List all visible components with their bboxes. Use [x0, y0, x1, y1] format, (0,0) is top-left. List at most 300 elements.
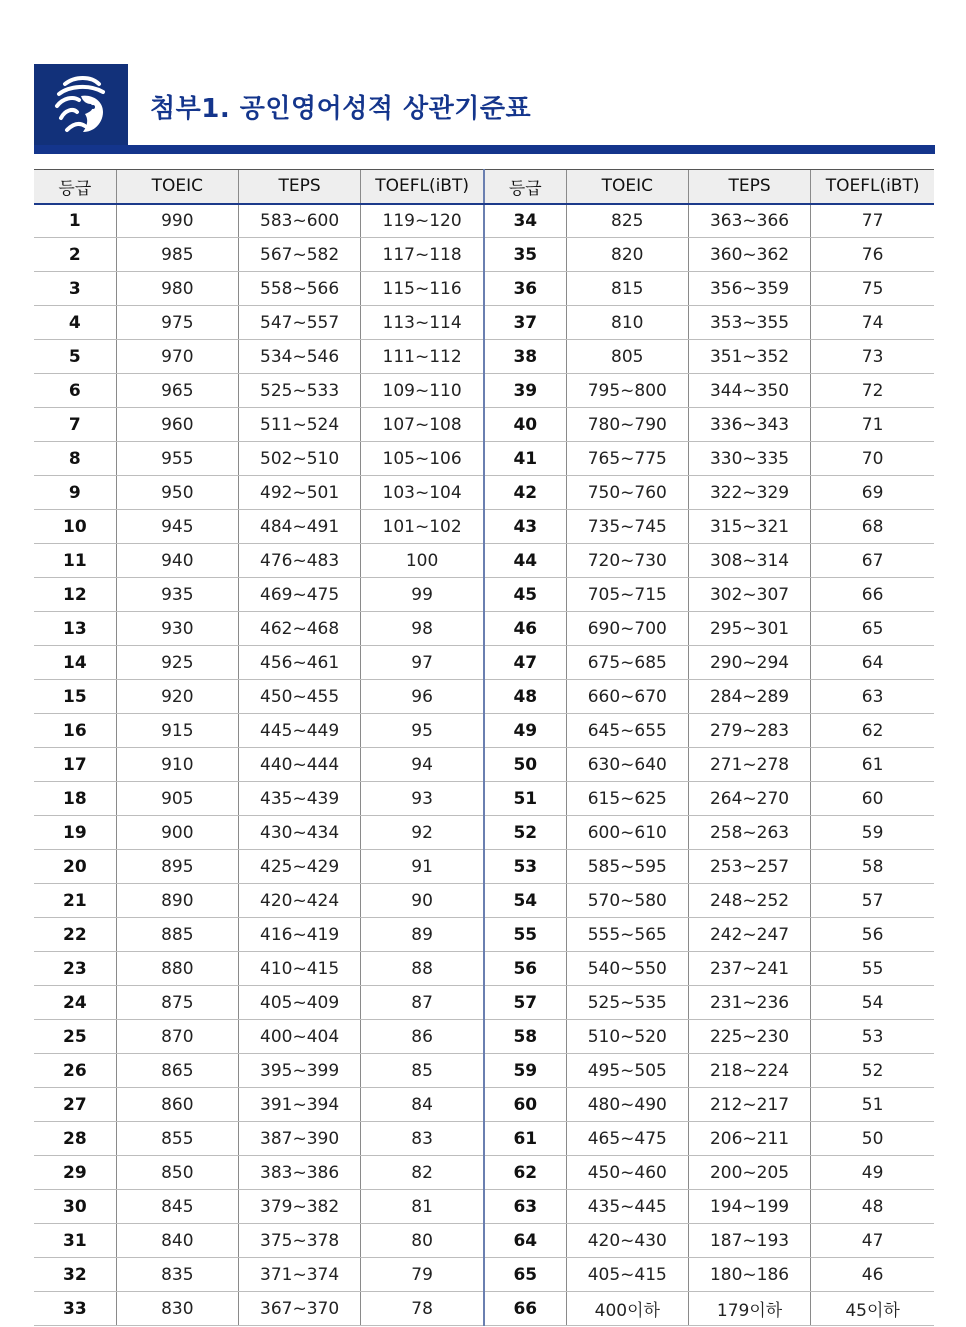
cell-toeic: 720~730: [566, 544, 688, 578]
cell-grade: 43: [484, 510, 566, 544]
cell-toeic: 920: [116, 680, 238, 714]
cell-toeic: 570~580: [566, 884, 688, 918]
cell-toefl: 73: [811, 340, 934, 374]
cell-toeic: 895: [116, 850, 238, 884]
table-row: [34, 544, 934, 578]
cell-grade: 32: [34, 1258, 116, 1292]
cell-teps: 242~247: [688, 918, 810, 952]
cell-toeic: 810: [566, 306, 688, 340]
cell-grade: 53: [484, 850, 566, 884]
cell-grade: 34: [484, 204, 566, 238]
table-row: [34, 578, 934, 612]
cell-grade: 25: [34, 1020, 116, 1054]
cell-toefl: 53: [811, 1020, 934, 1054]
cell-toefl: 84: [361, 1088, 484, 1122]
table-row: [34, 374, 934, 408]
cell-grade: 52: [484, 816, 566, 850]
cell-toeic: 955: [116, 442, 238, 476]
cell-grade: 18: [34, 782, 116, 816]
cell-grade: 45: [484, 578, 566, 612]
cell-toeic: 400이하: [566, 1292, 688, 1326]
cell-toefl: 46: [811, 1258, 934, 1292]
cell-toefl: 103~104: [361, 476, 484, 510]
cell-toeic: 495~505: [566, 1054, 688, 1088]
cell-teps: 290~294: [688, 646, 810, 680]
cell-teps: 194~199: [688, 1190, 810, 1224]
cell-toefl: 81: [361, 1190, 484, 1224]
cell-toeic: 885: [116, 918, 238, 952]
cell-toeic: 985: [116, 238, 238, 272]
cell-toefl: 71: [811, 408, 934, 442]
cell-toefl: 48: [811, 1190, 934, 1224]
table-header-row: [34, 170, 934, 204]
cell-grade: 17: [34, 748, 116, 782]
cell-toefl: 61: [811, 748, 934, 782]
cell-teps: 367~370: [238, 1292, 360, 1326]
cell-toeic: 855: [116, 1122, 238, 1156]
cell-teps: 271~278: [688, 748, 810, 782]
cell-toefl: 94: [361, 748, 484, 782]
cell-grade: 28: [34, 1122, 116, 1156]
table-row: [34, 612, 934, 646]
cell-grade: 9: [34, 476, 116, 510]
table-row: [34, 1088, 934, 1122]
table-row: [34, 306, 934, 340]
cell-toeic: 980: [116, 272, 238, 306]
cell-grade: 48: [484, 680, 566, 714]
cell-toeic: 865: [116, 1054, 238, 1088]
cell-teps: 387~390: [238, 1122, 360, 1156]
cell-grade: 56: [484, 952, 566, 986]
cell-toeic: 940: [116, 544, 238, 578]
cell-grade: 58: [484, 1020, 566, 1054]
cell-grade: 22: [34, 918, 116, 952]
cell-toeic: 835: [116, 1258, 238, 1292]
cell-teps: 200~205: [688, 1156, 810, 1190]
cell-toefl: 119~120: [361, 204, 484, 238]
cell-toefl: 59: [811, 816, 934, 850]
cell-toeic: 750~760: [566, 476, 688, 510]
cell-grade: 57: [484, 986, 566, 1020]
cell-toeic: 875: [116, 986, 238, 1020]
cell-toeic: 845: [116, 1190, 238, 1224]
table-row: [34, 1190, 934, 1224]
cell-grade: 59: [484, 1054, 566, 1088]
table-row: [34, 884, 934, 918]
table-row: [34, 340, 934, 374]
cell-toeic: 735~745: [566, 510, 688, 544]
cell-grade: 64: [484, 1224, 566, 1258]
cell-toefl: 82: [361, 1156, 484, 1190]
cell-toeic: 660~670: [566, 680, 688, 714]
cell-toeic: 615~625: [566, 782, 688, 816]
logo: [34, 64, 128, 148]
cell-toeic: 675~685: [566, 646, 688, 680]
cell-toeic: 930: [116, 612, 238, 646]
cell-toeic: 450~460: [566, 1156, 688, 1190]
lion-icon: [51, 74, 111, 138]
cell-toefl: 50: [811, 1122, 934, 1156]
cell-teps: 420~424: [238, 884, 360, 918]
cell-toefl: 117~118: [361, 238, 484, 272]
cell-toefl: 76: [811, 238, 934, 272]
cell-toefl: 98: [361, 612, 484, 646]
column-header-grade: 등급: [34, 170, 116, 204]
cell-toeic: 975: [116, 306, 238, 340]
cell-teps: 218~224: [688, 1054, 810, 1088]
cell-grade: 10: [34, 510, 116, 544]
cell-teps: 476~483: [238, 544, 360, 578]
table-row: [34, 272, 934, 306]
cell-toeic: 765~775: [566, 442, 688, 476]
cell-teps: 410~415: [238, 952, 360, 986]
cell-teps: 425~429: [238, 850, 360, 884]
cell-grade: 1: [34, 204, 116, 238]
score-equivalence-table: [34, 169, 934, 1326]
cell-toeic: 480~490: [566, 1088, 688, 1122]
cell-toeic: 890: [116, 884, 238, 918]
cell-grade: 51: [484, 782, 566, 816]
cell-toefl: 56: [811, 918, 934, 952]
cell-grade: 26: [34, 1054, 116, 1088]
cell-toeic: 840: [116, 1224, 238, 1258]
cell-toeic: 880: [116, 952, 238, 986]
cell-toefl: 66: [811, 578, 934, 612]
cell-toeic: 795~800: [566, 374, 688, 408]
table-row: [34, 1224, 934, 1258]
cell-grade: 54: [484, 884, 566, 918]
cell-toeic: 960: [116, 408, 238, 442]
cell-toeic: 630~640: [566, 748, 688, 782]
cell-grade: 8: [34, 442, 116, 476]
cell-toefl: 47: [811, 1224, 934, 1258]
cell-toeic: 915: [116, 714, 238, 748]
cell-toeic: 945: [116, 510, 238, 544]
cell-teps: 295~301: [688, 612, 810, 646]
cell-toefl: 91: [361, 850, 484, 884]
cell-teps: 360~362: [688, 238, 810, 272]
table-row: [34, 408, 934, 442]
cell-toefl: 70: [811, 442, 934, 476]
cell-toefl: 77: [811, 204, 934, 238]
cell-toefl: 75: [811, 272, 934, 306]
cell-teps: 212~217: [688, 1088, 810, 1122]
column-header-toefl: TOEFL(iBT): [811, 170, 934, 204]
cell-toefl: 99: [361, 578, 484, 612]
cell-grade: 16: [34, 714, 116, 748]
cell-grade: 3: [34, 272, 116, 306]
cell-teps: 264~270: [688, 782, 810, 816]
cell-toefl: 115~116: [361, 272, 484, 306]
cell-grade: 19: [34, 816, 116, 850]
cell-grade: 30: [34, 1190, 116, 1224]
cell-toefl: 60: [811, 782, 934, 816]
cell-toefl: 63: [811, 680, 934, 714]
cell-grade: 62: [484, 1156, 566, 1190]
cell-toefl: 85: [361, 1054, 484, 1088]
table-row: [34, 680, 934, 714]
cell-teps: 363~366: [688, 204, 810, 238]
cell-grade: 49: [484, 714, 566, 748]
cell-toeic: 830: [116, 1292, 238, 1326]
cell-toefl: 67: [811, 544, 934, 578]
cell-teps: 330~335: [688, 442, 810, 476]
cell-grade: 14: [34, 646, 116, 680]
cell-teps: 502~510: [238, 442, 360, 476]
cell-grade: 24: [34, 986, 116, 1020]
cell-toeic: 870: [116, 1020, 238, 1054]
table-row: [34, 1122, 934, 1156]
cell-toeic: 815: [566, 272, 688, 306]
column-header-toefl: TOEFL(iBT): [361, 170, 484, 204]
cell-teps: 351~352: [688, 340, 810, 374]
cell-teps: 492~501: [238, 476, 360, 510]
cell-toeic: 970: [116, 340, 238, 374]
cell-toefl: 57: [811, 884, 934, 918]
column-header-toeic: TOEIC: [116, 170, 238, 204]
cell-toefl: 54: [811, 986, 934, 1020]
cell-toefl: 83: [361, 1122, 484, 1156]
table-row: [34, 476, 934, 510]
cell-grade: 13: [34, 612, 116, 646]
cell-teps: 379~382: [238, 1190, 360, 1224]
table-row: [34, 510, 934, 544]
cell-teps: 322~329: [688, 476, 810, 510]
cell-grade: 61: [484, 1122, 566, 1156]
cell-teps: 435~439: [238, 782, 360, 816]
cell-toefl: 97: [361, 646, 484, 680]
cell-teps: 558~566: [238, 272, 360, 306]
cell-teps: 375~378: [238, 1224, 360, 1258]
cell-toeic: 905: [116, 782, 238, 816]
cell-toefl: 80: [361, 1224, 484, 1258]
table-row: [34, 1020, 934, 1054]
cell-toefl: 78: [361, 1292, 484, 1326]
cell-teps: 445~449: [238, 714, 360, 748]
cell-toefl: 93: [361, 782, 484, 816]
table-row: [34, 918, 934, 952]
cell-teps: 525~533: [238, 374, 360, 408]
cell-toefl: 49: [811, 1156, 934, 1190]
table-row: [34, 646, 934, 680]
table-row: [34, 850, 934, 884]
cell-grade: 40: [484, 408, 566, 442]
cell-teps: 248~252: [688, 884, 810, 918]
cell-toefl: 45이하: [811, 1292, 934, 1326]
cell-toefl: 69: [811, 476, 934, 510]
cell-toefl: 109~110: [361, 374, 484, 408]
cell-toefl: 87: [361, 986, 484, 1020]
cell-teps: 279~283: [688, 714, 810, 748]
cell-teps: 469~475: [238, 578, 360, 612]
cell-teps: 450~455: [238, 680, 360, 714]
cell-toeic: 690~700: [566, 612, 688, 646]
cell-toefl: 105~106: [361, 442, 484, 476]
table-row: [34, 782, 934, 816]
cell-teps: 336~343: [688, 408, 810, 442]
cell-toeic: 600~610: [566, 816, 688, 850]
cell-teps: 440~444: [238, 748, 360, 782]
cell-teps: 180~186: [688, 1258, 810, 1292]
cell-toeic: 820: [566, 238, 688, 272]
cell-toefl: 107~108: [361, 408, 484, 442]
cell-grade: 41: [484, 442, 566, 476]
cell-teps: 206~211: [688, 1122, 810, 1156]
cell-grade: 2: [34, 238, 116, 272]
cell-teps: 225~230: [688, 1020, 810, 1054]
cell-grade: 5: [34, 340, 116, 374]
cell-grade: 44: [484, 544, 566, 578]
cell-grade: 65: [484, 1258, 566, 1292]
table-row: [34, 204, 934, 238]
cell-grade: 42: [484, 476, 566, 510]
page-title: 첨부1. 공인영어성적 상관기준표: [150, 94, 532, 124]
cell-grade: 39: [484, 374, 566, 408]
cell-toeic: 645~655: [566, 714, 688, 748]
column-header-teps: TEPS: [688, 170, 810, 204]
title-underline: [34, 145, 935, 154]
cell-grade: 66: [484, 1292, 566, 1326]
cell-grade: 21: [34, 884, 116, 918]
cell-teps: 534~546: [238, 340, 360, 374]
cell-teps: 583~600: [238, 204, 360, 238]
cell-toefl: 96: [361, 680, 484, 714]
cell-toefl: 90: [361, 884, 484, 918]
cell-toeic: 540~550: [566, 952, 688, 986]
cell-toeic: 510~520: [566, 1020, 688, 1054]
cell-teps: 462~468: [238, 612, 360, 646]
cell-toeic: 465~475: [566, 1122, 688, 1156]
cell-toefl: 68: [811, 510, 934, 544]
cell-teps: 237~241: [688, 952, 810, 986]
cell-teps: 353~355: [688, 306, 810, 340]
cell-toefl: 86: [361, 1020, 484, 1054]
cell-toeic: 805: [566, 340, 688, 374]
cell-teps: 484~491: [238, 510, 360, 544]
cell-grade: 12: [34, 578, 116, 612]
cell-teps: 302~307: [688, 578, 810, 612]
cell-toefl: 74: [811, 306, 934, 340]
cell-teps: 356~359: [688, 272, 810, 306]
table-row: [34, 1156, 934, 1190]
table-row: [34, 1054, 934, 1088]
cell-teps: 391~394: [238, 1088, 360, 1122]
cell-toeic: 525~535: [566, 986, 688, 1020]
cell-teps: 567~582: [238, 238, 360, 272]
cell-toefl: 79: [361, 1258, 484, 1292]
table-row: [34, 986, 934, 1020]
cell-teps: 308~314: [688, 544, 810, 578]
cell-teps: 456~461: [238, 646, 360, 680]
cell-grade: 35: [484, 238, 566, 272]
cell-toeic: 705~715: [566, 578, 688, 612]
cell-toeic: 825: [566, 204, 688, 238]
cell-teps: 547~557: [238, 306, 360, 340]
cell-teps: 511~524: [238, 408, 360, 442]
cell-teps: 416~419: [238, 918, 360, 952]
cell-teps: 231~236: [688, 986, 810, 1020]
cell-grade: 20: [34, 850, 116, 884]
cell-toefl: 65: [811, 612, 934, 646]
table-body: [34, 204, 934, 1326]
cell-teps: 430~434: [238, 816, 360, 850]
table-row: [34, 714, 934, 748]
cell-teps: 371~374: [238, 1258, 360, 1292]
cell-toeic: 990: [116, 204, 238, 238]
cell-toefl: 89: [361, 918, 484, 952]
cell-grade: 33: [34, 1292, 116, 1326]
cell-grade: 47: [484, 646, 566, 680]
cell-teps: 383~386: [238, 1156, 360, 1190]
cell-toefl: 101~102: [361, 510, 484, 544]
cell-grade: 38: [484, 340, 566, 374]
cell-toeic: 405~415: [566, 1258, 688, 1292]
cell-toefl: 100: [361, 544, 484, 578]
cell-teps: 344~350: [688, 374, 810, 408]
cell-grade: 11: [34, 544, 116, 578]
cell-grade: 37: [484, 306, 566, 340]
table-row: [34, 1292, 934, 1326]
cell-toefl: 62: [811, 714, 934, 748]
cell-toefl: 113~114: [361, 306, 484, 340]
cell-toeic: 435~445: [566, 1190, 688, 1224]
column-header-teps: TEPS: [238, 170, 360, 204]
cell-grade: 55: [484, 918, 566, 952]
cell-teps: 395~399: [238, 1054, 360, 1088]
cell-grade: 7: [34, 408, 116, 442]
column-header-toeic: TOEIC: [566, 170, 688, 204]
table-row: [34, 952, 934, 986]
cell-toefl: 51: [811, 1088, 934, 1122]
cell-grade: 4: [34, 306, 116, 340]
cell-toeic: 900: [116, 816, 238, 850]
cell-grade: 6: [34, 374, 116, 408]
table-row: [34, 238, 934, 272]
cell-toefl: 55: [811, 952, 934, 986]
cell-teps: 253~257: [688, 850, 810, 884]
cell-teps: 315~321: [688, 510, 810, 544]
cell-toefl: 58: [811, 850, 934, 884]
cell-toefl: 64: [811, 646, 934, 680]
cell-toefl: 111~112: [361, 340, 484, 374]
cell-grade: 23: [34, 952, 116, 986]
cell-toefl: 92: [361, 816, 484, 850]
table-row: [34, 748, 934, 782]
cell-toefl: 88: [361, 952, 484, 986]
cell-toeic: 860: [116, 1088, 238, 1122]
cell-teps: 179이하: [688, 1292, 810, 1326]
cell-grade: 29: [34, 1156, 116, 1190]
cell-grade: 15: [34, 680, 116, 714]
cell-toeic: 585~595: [566, 850, 688, 884]
cell-toefl: 72: [811, 374, 934, 408]
cell-teps: 284~289: [688, 680, 810, 714]
cell-grade: 31: [34, 1224, 116, 1258]
table-row: [34, 816, 934, 850]
cell-teps: 258~263: [688, 816, 810, 850]
cell-toeic: 420~430: [566, 1224, 688, 1258]
cell-grade: 63: [484, 1190, 566, 1224]
cell-toeic: 850: [116, 1156, 238, 1190]
cell-grade: 60: [484, 1088, 566, 1122]
cell-grade: 50: [484, 748, 566, 782]
table-row: [34, 1258, 934, 1292]
cell-toeic: 780~790: [566, 408, 688, 442]
cell-teps: 405~409: [238, 986, 360, 1020]
cell-toeic: 935: [116, 578, 238, 612]
cell-toeic: 910: [116, 748, 238, 782]
cell-grade: 46: [484, 612, 566, 646]
